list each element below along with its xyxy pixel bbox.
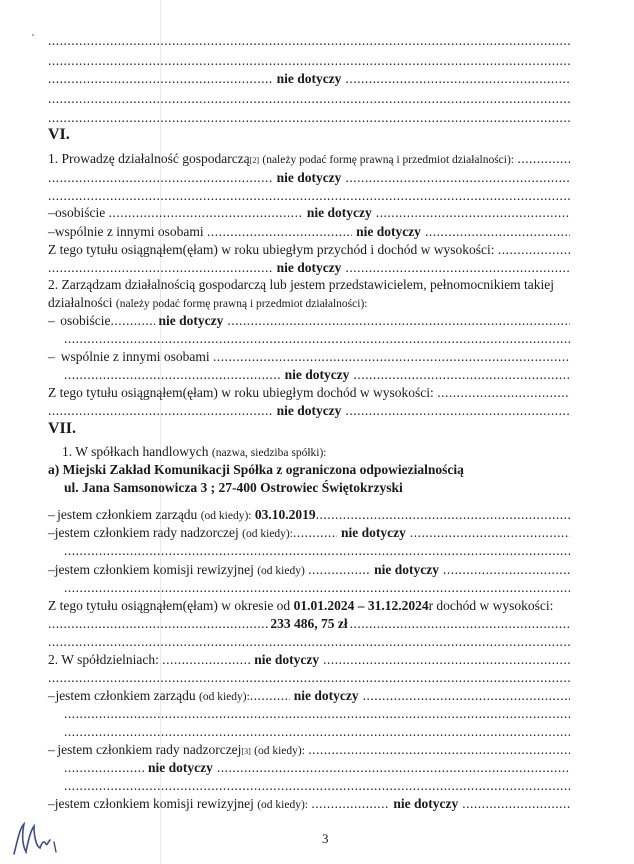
dotted-line: ..... nie dotyczy .....	[48, 402, 570, 420]
income-amount: 233 486, 75 zł	[270, 616, 348, 631]
dotted-line	[64, 723, 570, 741]
list-item: – jestem członkiem zarządu (od kiedy): 03.10.2019 .....	[48, 506, 570, 525]
dotted-line	[64, 705, 570, 723]
company-name: a) Miejski Zakład Komunikacji Spółka z ograniczona odpowiezialnością	[48, 462, 464, 477]
dotted-line	[64, 777, 570, 795]
dotted-line: ..... nie dotyczy .....	[48, 169, 570, 187]
text-line: działalności (należy podać formę prawną i przedmiot działalności):	[48, 295, 368, 310]
section-heading: VII.	[48, 420, 77, 437]
list-item: – jestem członkiem komisji rewizyjnej (od kiedy): ..... nie dotyczy .....	[48, 795, 570, 814]
signature-image	[10, 818, 70, 858]
dotted-line: ..... nie dotyczy .....	[48, 259, 570, 277]
dotted-line	[64, 330, 570, 348]
page-number: 3	[322, 831, 329, 846]
dotted-line: ..... nie dotyczy .....	[64, 759, 570, 777]
text-line: 2. W spółdzielniach: ..... nie dotyczy .....	[48, 651, 570, 669]
dotted-line	[48, 669, 570, 687]
dotted-line: ..... nie dotyczy .....	[64, 366, 570, 384]
dotted-line	[48, 90, 570, 108]
dotted-line	[64, 542, 570, 560]
list-item: – wspólnie z innymi osobami .....	[48, 348, 570, 366]
list-item: – jestem członkiem komisji rewizyjnej (od kiedy) ..... nie dotyczy .....	[48, 561, 570, 580]
dotted-line	[48, 109, 570, 127]
income-line: Z tego tytułu osiągnąłem(ęłam) w okresie od 01.01.2024 – 31.12.2024 r dochód w wysokości:	[48, 598, 554, 613]
dotted-line	[64, 579, 570, 597]
not-applicable-text: nie dotyczy	[276, 71, 342, 86]
text-line: Z tego tytułu osiągnąłem(ęłam) w roku ubiegłym przychód i dochód w wysokości: .....	[48, 241, 570, 259]
text-line: 1. Prowadzę działalność gospodarczą [2] (należy podać formę prawną i przedmiot działalności): .....	[48, 150, 570, 169]
dotted-line	[48, 70, 570, 88]
income-period: 01.01.2024 – 31.12.2024	[293, 598, 429, 613]
text-line: Z tego tytułu osiągnąłem(ęłam) w roku ubiegłym dochód w wysokości: .....	[48, 384, 570, 402]
text-line: 1. W spółkach handlowych (nazwa, siedziba spółki):	[62, 444, 327, 459]
section-heading: VI.	[48, 126, 70, 143]
text-line: 2. Zarządzam działalnością gospodarczą lub jestem przedstawicielem, pełnomocnikiem takiej	[48, 277, 555, 292]
dotted-line	[48, 187, 570, 205]
list-item: – jestem członkiem rady nadzorczej [3] (od kiedy): .....	[48, 741, 570, 760]
list-item: – wspólnie z innymi osobami ..... nie dotyczy .....	[48, 223, 570, 241]
list-item: – osobiście ..... nie dotyczy .....	[48, 204, 570, 222]
dotted-line	[48, 52, 570, 70]
dotted-line	[48, 32, 570, 50]
scan-speck	[32, 34, 34, 36]
list-item: – jestem członkiem zarządu (od kiedy): ..... nie dotyczy .....	[48, 687, 570, 706]
board-date: 03.10.2019	[254, 507, 316, 522]
company-address: ul. Jana Samsonowicza 3 ; 27-400 Ostrowiec Świętokrzyski	[64, 480, 403, 495]
dotted-line	[48, 633, 570, 651]
dotted-line	[48, 615, 570, 633]
list-item: – osobiście ..... nie dotyczy .....	[48, 312, 570, 330]
list-item: – jestem członkiem rady nadzorczej (od kiedy): ..... nie dotyczy .....	[48, 524, 570, 543]
